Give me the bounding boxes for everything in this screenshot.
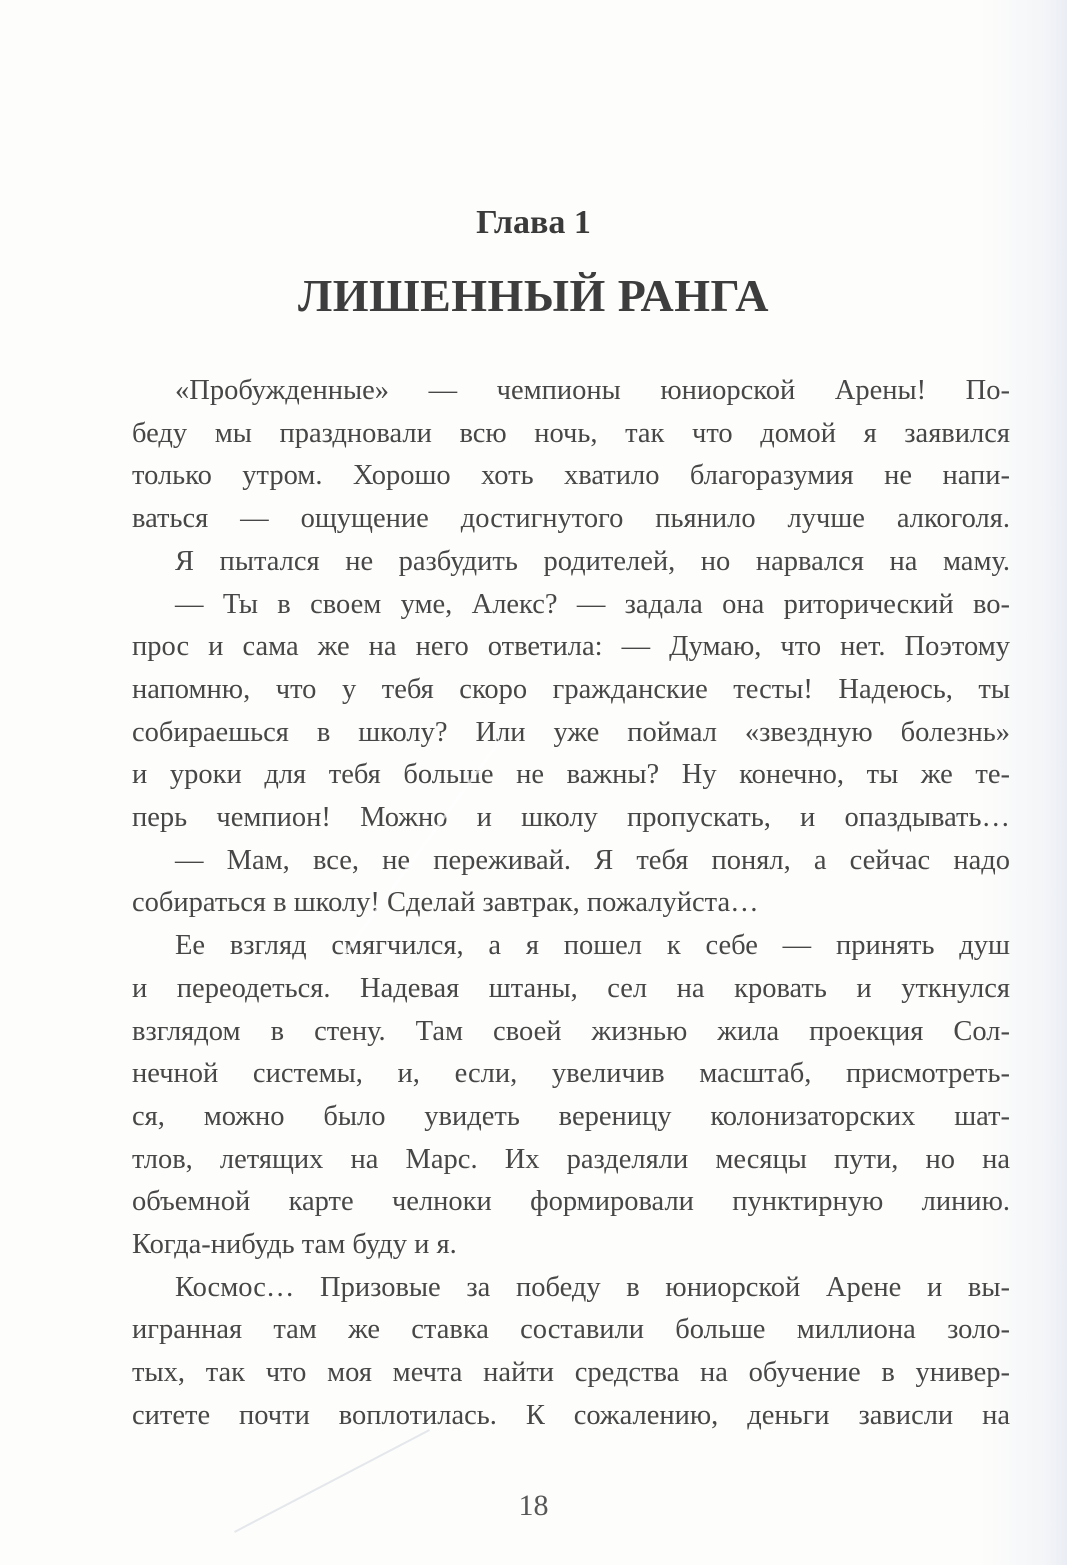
chapter-title: ЛИШЕННЫЙ РАНГА xyxy=(298,270,769,321)
text-line: и уроки для тебя больше не важны? Ну конечно, ты же те- xyxy=(132,759,1010,791)
text-line: собираться в школу! Сделай завтрак, пожалуйста… xyxy=(132,887,759,919)
text-line: прос и сама же на него ответила: — Думаю, что нет. Поэтому xyxy=(132,631,1010,663)
text-line: «Пробужденные» — чемпионы юниорской Арены! По- xyxy=(175,375,1010,406)
text-line: только утром. Хорошо хоть хватило благоразумия не напи- xyxy=(132,460,1010,492)
text-line: игранная там же ставка составили больше миллиона золо- xyxy=(132,1314,1010,1346)
text-line: и переодеться. Надевая штаны, сел на кровать и уткнулся xyxy=(132,972,1010,1004)
text-line: Когда-нибудь там буду и я. xyxy=(132,1229,457,1261)
body-text xyxy=(132,370,1010,1438)
text-line: Космос… Призовые за победу в юниорской Арене и вы- xyxy=(175,1271,1010,1303)
chapter-heading xyxy=(0,203,1067,322)
chapter-number: Глава 1 xyxy=(476,204,591,241)
text-line: — Мам, все, не переживай. Я тебя понял, а сейчас надо xyxy=(175,844,1010,876)
page-number: 18 xyxy=(518,1489,549,1522)
text-line: ся, можно было увидеть вереницу колонизаторских шат- xyxy=(132,1100,1010,1132)
text-line: — Ты в своем уме, Алекс? — задала она риторический во- xyxy=(175,588,1010,620)
text-line: объемной карте челноки формировали пунктирную линию. xyxy=(132,1186,1010,1218)
text-line: нечной системы, и, если, увеличив масштаб, присмотреть- xyxy=(132,1058,1010,1090)
text-line: тых, так что моя мечта найти средства на обучение в универ- xyxy=(132,1357,1010,1389)
text-line: беду мы праздновали всю ночь, так что домой я заявился xyxy=(132,417,1010,449)
text-line: взглядом в стену. Там своей жизнью жила проекция Сол- xyxy=(132,1015,1010,1047)
text-line: собираешься в школу? Или уже поймал «звездную болезнь» xyxy=(132,716,1010,748)
text-line: Ее взгляд смягчился, а я пошел к себе — принять душ xyxy=(175,930,1010,962)
text-line: Я пытался не разбудить родителей, но нарвался на маму. xyxy=(175,545,1010,577)
text-line: тлов, летящих на Марс. Их разделяли месяцы пути, но на xyxy=(132,1143,1010,1175)
text-line: ситете почти воплотилась. К сожалению, деньги зависли на xyxy=(132,1399,1010,1431)
text-line: напомню, что у тебя скоро гражданские тесты! Надеюсь, ты xyxy=(132,673,1010,705)
text-line: ваться — ощущение достигнутого пьянило лучше алкоголя. xyxy=(132,503,1010,535)
text-line: перь чемпион! Можно и школу пропускать, и опаздывать… xyxy=(132,802,1010,834)
